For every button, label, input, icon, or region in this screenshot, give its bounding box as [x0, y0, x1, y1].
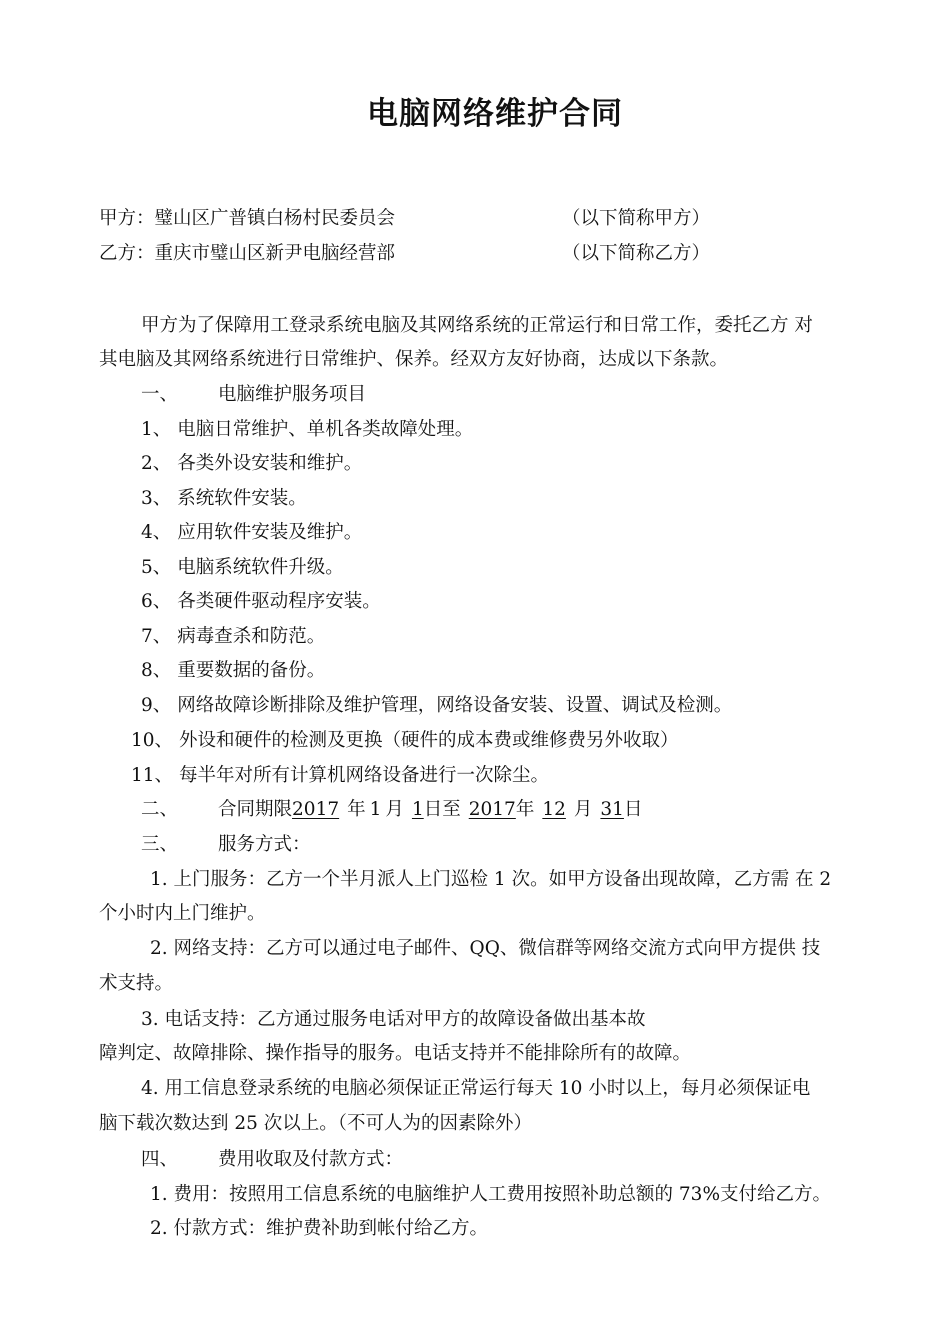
section-3-number: 三、	[141, 834, 179, 855]
item-number: 8、	[141, 660, 172, 681]
section-4-number: 四、	[141, 1149, 179, 1170]
section-1-heading	[141, 383, 366, 407]
item-text: 每半年对所有计算机网络设备进行一次除尘。	[179, 765, 550, 786]
item-number: 7、	[141, 626, 172, 647]
day-char: 日	[623, 799, 643, 820]
service-item	[131, 729, 679, 753]
section-2-number: 二、	[141, 799, 179, 820]
party-a-name: 璧山区广普镇白杨村民委员会	[154, 208, 396, 229]
contract-start-day: 1	[411, 799, 424, 820]
service-item	[141, 659, 325, 683]
party-a-line	[99, 207, 395, 231]
party-a-label: 甲方：	[99, 208, 155, 229]
item-number: 2、	[141, 453, 172, 474]
item-text: 应用软件安装及维护。	[177, 522, 363, 543]
item-text: 重要数据的备份。	[177, 660, 326, 681]
service-item	[141, 487, 307, 511]
month-char: 月	[385, 799, 404, 820]
service-item	[131, 764, 549, 788]
section-2-heading	[141, 798, 642, 822]
month-char: 月	[573, 799, 593, 820]
section-3-heading	[141, 833, 311, 857]
fee-clause: 1. 费用：按照用工信息系统的电脑维护人工费用按照补助总额的 73%支付给乙方。	[150, 1184, 832, 1205]
party-a-alias: （以下简称甲方）	[562, 208, 711, 229]
service-mode-2-line-1: 2. 网络支持：乙方可以通过电子邮件、QQ、微信群等网络交流方式向甲方提供 技	[150, 938, 821, 959]
item-number: 5、	[141, 557, 172, 578]
item-text: 电脑系统软件升级。	[177, 557, 344, 578]
item-text: 网络故障诊断排除及维护管理，网络设备安装、设置、调试及检测。	[177, 695, 733, 716]
section-3-title: 服务方式：	[218, 834, 311, 855]
year-char: 年	[515, 799, 535, 820]
item-text: 电脑日常维护、单机各类故障处理。	[177, 419, 474, 440]
intro-line-2: 其电脑及其网络系统进行日常维护、保养。经双方友好协商，达成以下条款。	[99, 349, 729, 370]
section-1-title: 电脑维护服务项目	[218, 384, 367, 405]
section-1-number: 一、	[141, 384, 179, 405]
item-text: 各类硬件驱动程序安装。	[177, 591, 381, 612]
service-item	[141, 418, 473, 442]
item-number: 6、	[141, 591, 172, 612]
service-item	[141, 694, 732, 718]
year-char: 年	[347, 799, 366, 820]
party-b-name: 重庆市璧山区新尹电脑经营部	[154, 243, 396, 264]
item-text: 系统软件安装。	[177, 488, 307, 509]
contract-end-month: 12	[542, 799, 566, 820]
service-mode-3-line-2: 障判定、故障排除、操作指导的服务。电话支持并不能排除所有的故障。	[99, 1043, 692, 1064]
item-number: 3、	[141, 488, 172, 509]
day-to-text: 日至	[423, 799, 461, 820]
service-mode-2-line-2: 术支持。	[99, 973, 174, 994]
service-mode-1-line-2: 个小时内上门维护。	[99, 903, 266, 924]
contract-start-month: 1	[369, 799, 382, 820]
item-text: 病毒查杀和防范。	[177, 626, 326, 647]
document-title: 电脑网络维护合同	[367, 96, 623, 132]
item-text: 各类外设安装和维护。	[177, 453, 363, 474]
service-item	[141, 521, 362, 545]
service-mode-4-line-1: 4. 用工信息登录系统的电脑必须保证正常运行每天 10 小时以上，每月必须保证电	[141, 1078, 811, 1099]
item-number: 9、	[141, 695, 172, 716]
party-b-alias: （以下简称乙方）	[562, 243, 711, 264]
item-text: 外设和硬件的检测及更换（硬件的成本费或维修费另外收取）	[179, 730, 679, 751]
item-number: 4、	[141, 522, 172, 543]
party-b-label: 乙方：	[99, 243, 155, 264]
contract-start-year: 2017	[292, 799, 340, 820]
service-item	[141, 625, 325, 649]
service-item	[141, 590, 381, 614]
section-4-heading	[141, 1148, 403, 1172]
section-2-title: 合同期限	[218, 799, 293, 820]
item-number: 10、	[131, 730, 174, 751]
service-mode-3-line-1: 3. 电话支持：乙方通过服务电话对甲方的故障设备做出基本故	[141, 1009, 646, 1030]
contract-end-day: 31	[600, 799, 624, 820]
party-b-line	[99, 242, 395, 266]
contract-end-year: 2017	[468, 799, 516, 820]
service-item	[141, 452, 362, 476]
section-4-title: 费用收取及付款方式：	[218, 1149, 404, 1170]
item-number: 1、	[141, 419, 172, 440]
service-mode-1-line-1: 1. 上门服务：乙方一个半月派人上门巡检 1 次。如甲方设备出现故障，乙方需 在 2	[150, 869, 832, 890]
item-number: 11、	[131, 765, 174, 786]
payment-clause: 2. 付款方式：维护费补助到帐付给乙方。	[150, 1218, 489, 1239]
intro-line-1: 甲方为了保障用工登录系统电脑及其网络系统的正常运行和日常工作，委托乙方 对	[141, 315, 813, 336]
service-mode-4-line-2: 脑下载次数达到 25 次以上。（不可人为的因素除外）	[99, 1113, 533, 1134]
service-item	[141, 556, 344, 580]
